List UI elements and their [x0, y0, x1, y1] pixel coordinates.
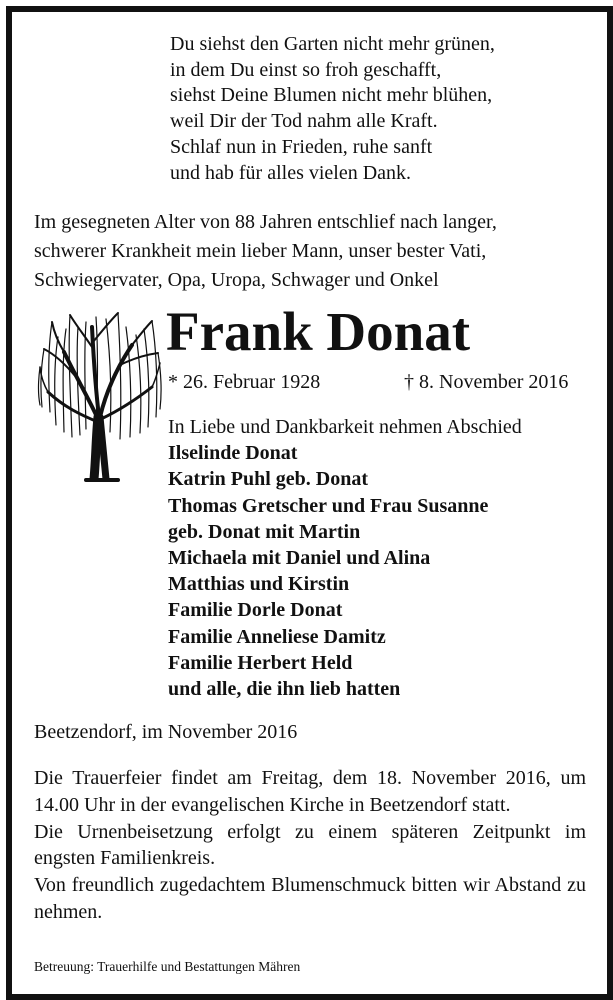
poem-line: und hab für alles vielen Dank.	[170, 161, 412, 184]
place-and-date: Beetzendorf, im November 2016	[34, 721, 298, 743]
mourner-name: Michaela mit Daniel und Alina	[168, 547, 431, 570]
poem-line: Du siehst den Garten nicht mehr grünen,	[170, 33, 495, 55]
intro-line: Im gesegneten Alter von 88 Jahren entschlief nach langer,	[34, 211, 497, 233]
mourner-name: Familie Dorle Donat	[168, 599, 343, 622]
poem-line: siehst Deine Blumen nicht mehr blühen,	[170, 84, 493, 107]
intro-text	[34, 208, 594, 295]
poem-line: weil Dir der Tod nahm alle Kraft.	[170, 110, 438, 133]
poem-line: Schlaf nun in Frieden, ruhe sanft	[170, 135, 433, 158]
mourner-name: und alle, die ihn lieb hatten	[168, 678, 401, 701]
poem-line: in dem Du einst so froh geschafft,	[170, 58, 442, 81]
mourner-name: Matthias und Kirstin	[168, 573, 350, 596]
death-date: † 8. November 2016	[404, 371, 569, 393]
mourners-list	[168, 414, 598, 702]
funeral-info	[34, 765, 586, 926]
obituary-notice	[6, 6, 613, 1000]
birth-date: * 26. Februar 1928	[168, 371, 321, 393]
intro-line: Schwiegervater, Opa, Uropa, Schwager und Onkel	[34, 269, 439, 291]
mourner-name: Katrin Puhl geb. Donat	[168, 468, 369, 491]
mourner-name: geb. Donat mit Martin	[168, 520, 361, 543]
funeral-service-text: Die Trauerfeier findet am Freitag, dem 18. November 2016, um 14.00 Uhr in der evangelischen Kirche in Beetzendorf statt.	[34, 767, 586, 816]
intro-line: schwerer Krankheit mein lieber Mann, unser bester Vati,	[34, 240, 487, 262]
flowers-request-text: Von freundlich zugedachtem Blumenschmuck bitten wir Abstand zu nehmen.	[34, 874, 586, 923]
mourners-intro: In Liebe und Dankbarkeit nehmen Abschied	[168, 416, 522, 438]
mourner-name: Familie Herbert Held	[168, 651, 353, 674]
urn-burial-text: Die Urnenbeisetzung erfolgt zu einem späteren Zeitpunkt im engsten Familienkreis.	[34, 820, 586, 870]
mourner-name: Ilselinde Donat	[168, 442, 298, 465]
deceased-name: Frank Donat	[166, 301, 471, 362]
poem	[170, 32, 590, 186]
life-dates	[168, 369, 588, 395]
undertaker-credit: Betreuung: Trauerhilfe und Bestattungen Mähren	[34, 959, 301, 974]
mourner-name: Familie Anneliese Damitz	[168, 625, 386, 648]
mourner-name: Thomas Gretscher und Frau Susanne	[168, 494, 489, 517]
weeping-tree-icon	[36, 307, 164, 482]
